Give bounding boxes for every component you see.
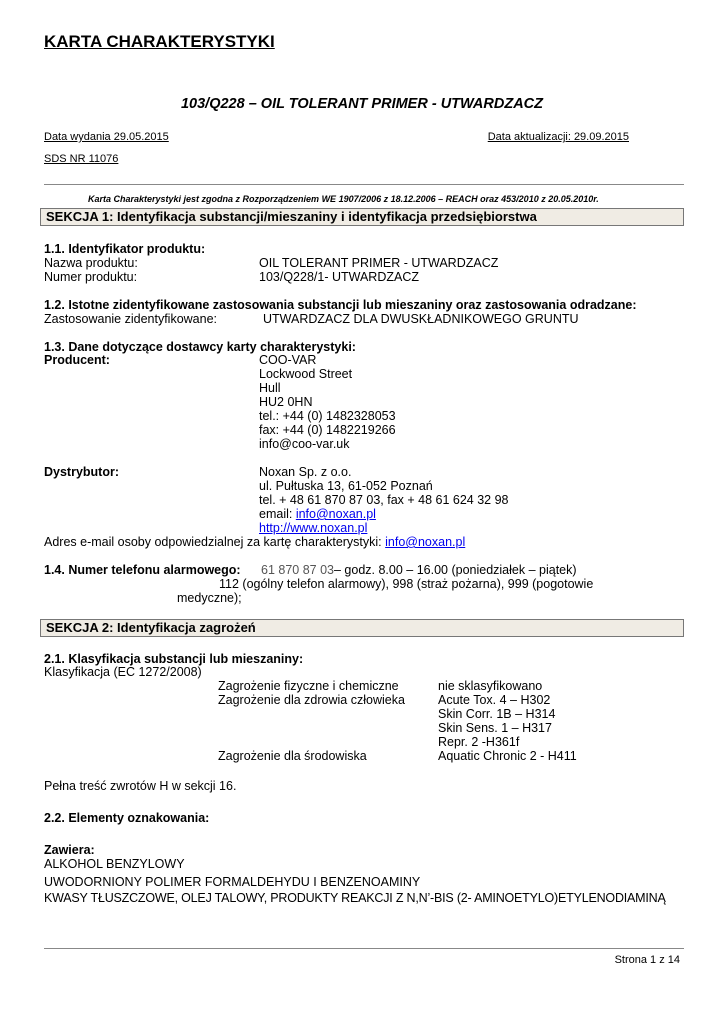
product-heading: 103/Q228 – OIL TOLERANT PRIMER - UTWARDZACZ [180,96,543,112]
responsible-email-link[interactable]: info@noxan.pl [385,535,466,549]
document-title: KARTA CHARAKTERYSTYKI [44,32,275,51]
producer-line: Hull [259,381,281,395]
footer-divider [44,948,684,949]
product-number-value: 103/Q228/1- UTWARDZACZ [259,270,419,284]
distributor-email-link[interactable]: info@noxan.pl [295,507,376,521]
ingredient: UWODORNIONY POLIMER FORMALDEHYDU I BENZENOAMINY [44,875,421,889]
distributor-label: Dystrybutor: [44,465,120,479]
producer-line: COO-VAR [259,353,317,367]
hazard-value: Acute Tox. 4 – H302 [438,693,551,707]
website-link[interactable]: http://www.noxan.pl [259,521,368,535]
distributor-email-row [259,507,376,521]
producer-line: fax: +44 (0) 1482219266 [259,423,396,437]
email-prefix: email: [259,507,296,521]
hazard-value: Aquatic Chronic 2 - H411 [438,749,577,763]
distributor-line: tel. + 48 61 870 87 03, fax + 48 61 624 32 98 [259,493,509,507]
hazard-value: Skin Sens. 1 – H317 [438,721,552,735]
sds-number: SDS NR 11076 [44,153,119,165]
s12-heading: 1.2. Istotne zidentyfikowane zastosowania substancji lub mieszaniny oraz zastosowania odradzane: [44,298,637,312]
ingredient: KWASY TŁUSZCZOWE, OLEJ TALOWY, PRODUKTY REAKCJI Z N,N’-BIS (2- AMINOETYLO)ETYLENODIAMINĄ [44,891,666,905]
hazard-label: Zagrożenie fizyczne i chemiczne [218,679,399,693]
section-1-header: SEKCJA 1: Identyfikacja substancji/mieszaniny i identyfikacja przedsiębiorstwa [40,208,684,226]
hazard-value: Skin Corr. 1B – H314 [438,707,556,721]
s22-heading: 2.2. Elementy oznakowania: [44,811,210,825]
h-statements-note: Pełna treść zwrotów H w sekcji 16. [44,779,237,793]
product-name-label: Nazwa produktu: [44,256,138,270]
producer-line: HU2 0HN [259,395,313,409]
classification-label: Klasyfikacja (EC 1272/2008) [44,665,202,679]
ingredient: ALKOHOL BENZYLOWY [44,857,185,871]
s13-heading: 1.3. Dane dotyczące dostawcy karty charakterystyki: [44,340,356,354]
issue-date: Data wydania 29.05.2015 [44,131,169,143]
producer-label: Producent: [44,353,110,367]
hazard-value: nie sklasyfikowano [438,679,543,693]
s14-heading: 1.4. Numer telefonu alarmowego: [44,563,241,577]
section-2-header: SEKCJA 2: Identyfikacja zagrożeń [40,619,684,637]
contains-label: Zawiera: [44,843,95,857]
distributor-line: Noxan Sp. z o.o. [259,465,352,479]
responsible-email-row [44,535,465,549]
page-number: Strona 1 z 14 [614,954,680,966]
divider [44,184,684,185]
emergency-phone: 61 870 87 03 [261,563,334,577]
emergency-phone-row [261,563,577,577]
distributor-line: ul. Pułtuska 13, 61-052 Poznań [259,479,433,493]
producer-line: Lockwood Street [259,367,353,381]
use-value: UTWARDZACZ DLA DWUSKŁADNIKOWEGO GRUNTU [263,312,579,326]
producer-line: info@coo-var.uk [259,437,350,451]
hazard-value: Repr. 2 -H361f [438,735,520,749]
emergency-line-2: 112 (ogólny telefon alarmowy), 998 (straż pożarna), 999 (pogotowie [219,577,594,591]
product-number-label: Numer produktu: [44,270,138,284]
responsible-email-label: Adres e-mail osoby odpowiedzialnej za kartę charakterystyki: [44,535,386,549]
hazard-label: Zagrożenie dla środowiska [218,749,367,763]
use-label: Zastosowanie zidentyfikowane: [44,312,218,326]
producer-line: tel.: +44 (0) 1482328053 [259,409,396,423]
hazard-label: Zagrożenie dla zdrowia człowieka [218,693,405,707]
emergency-hours: – godz. 8.00 – 16.00 (poniedziałek – piątek) [334,563,577,577]
compliance-note: Karta Charakterystyki jest zgodna z Rozporządzeniem WE 1907/2006 z 18.12.2006 – REACH oraz 453/2010 z 20.05.2010r. [88,194,599,204]
emergency-line-3: medyczne); [177,591,242,605]
s21-heading: 2.1. Klasyfikacja substancji lub mieszaniny: [44,652,304,666]
update-date: Data aktualizacji: 29.09.2015 [487,131,629,143]
s11-heading: 1.1. Identyfikator produktu: [44,242,206,256]
product-name-value: OIL TOLERANT PRIMER - UTWARDZACZ [259,256,499,270]
